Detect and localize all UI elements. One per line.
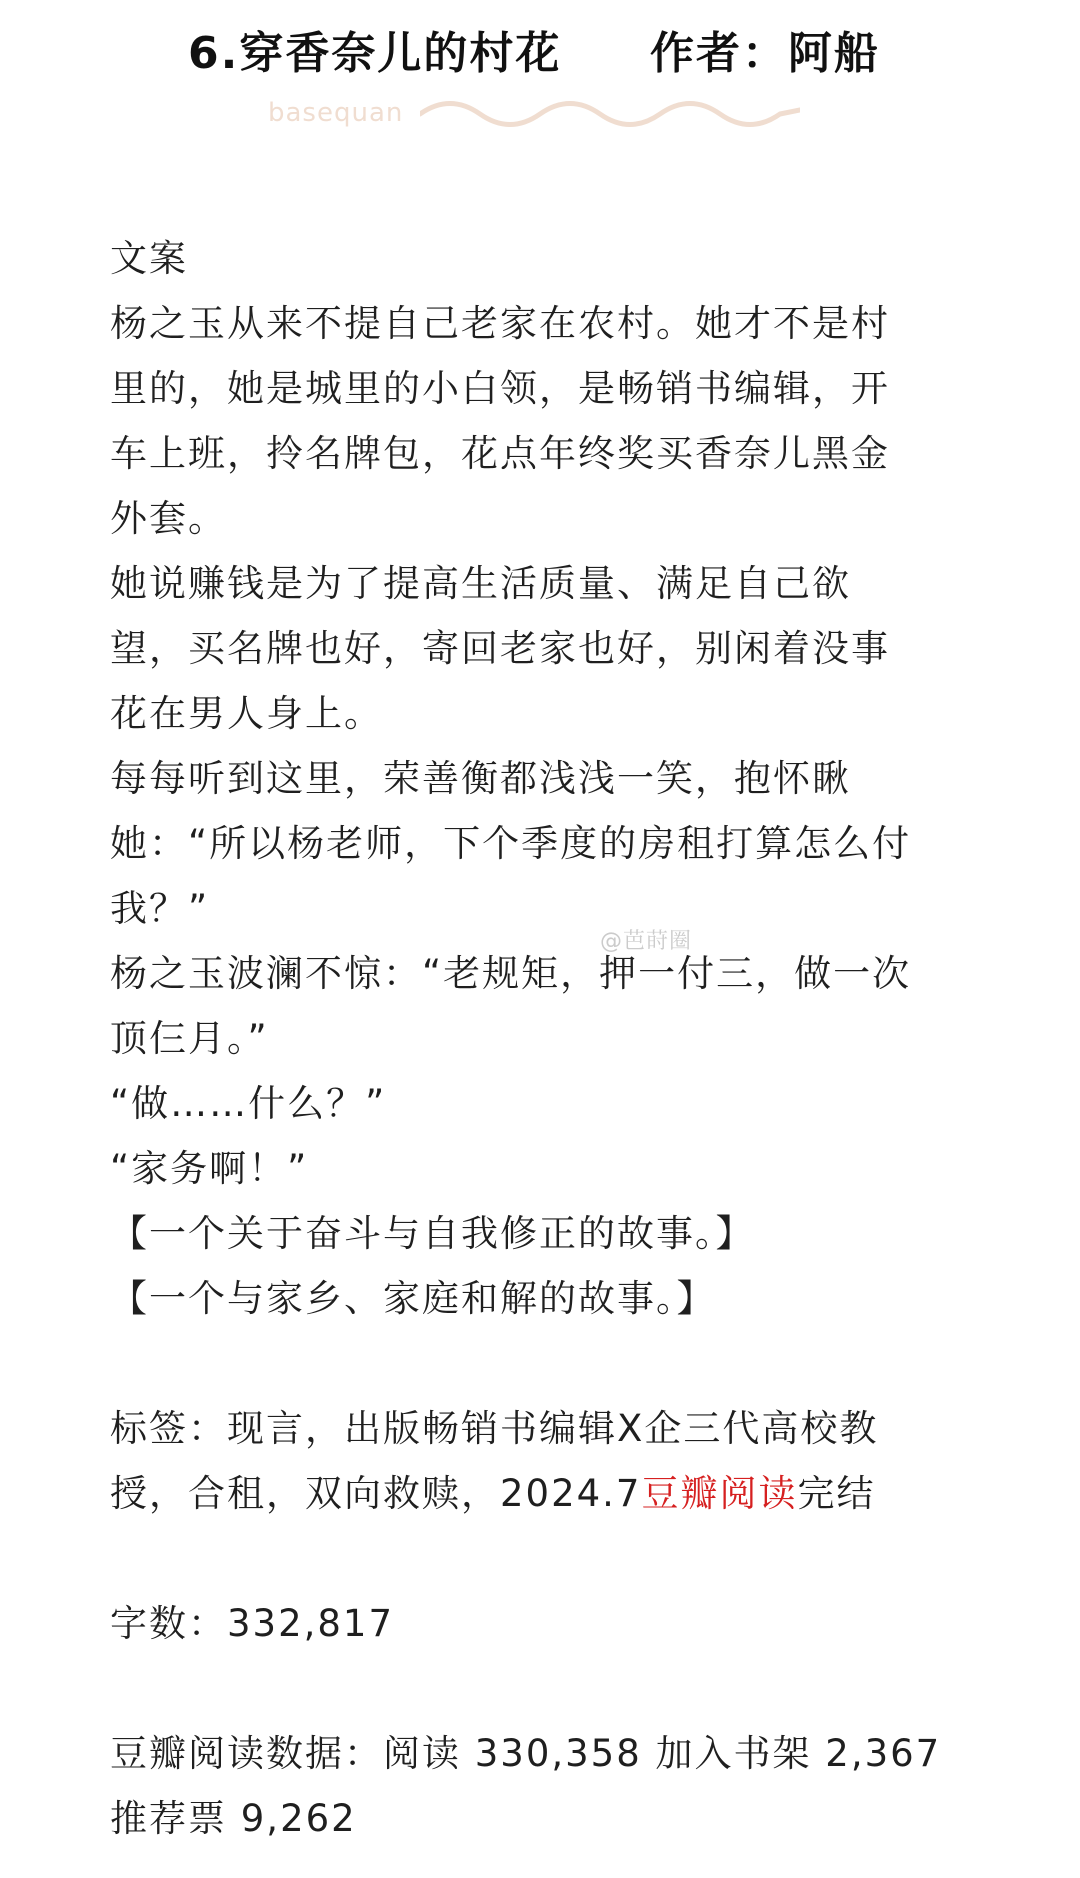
author-name: 作者：阿船: [650, 28, 880, 79]
synopsis-line: 【一个与家乡、家庭和解的故事。】: [110, 1277, 716, 1320]
synopsis-line: 花在男人身上。: [110, 692, 383, 735]
spacer: [110, 1526, 990, 1591]
synopsis-line: 杨之玉波澜不惊：“老规矩，押一付三，做一次: [110, 952, 912, 995]
synopsis-line: 【一个关于奋斗与自我修正的故事。】: [110, 1212, 755, 1255]
synopsis-line: 顶仨月。”: [110, 1017, 269, 1060]
tags-text: 完结: [797, 1472, 876, 1515]
synopsis-heading: 文案: [110, 237, 188, 280]
tags-line: [110, 1461, 990, 1526]
synopsis-line: “家务啊！”: [110, 1147, 309, 1190]
synopsis-line: 望，买名牌也好，寄回老家也好，别闲着没事: [110, 627, 890, 670]
spacer: [110, 1331, 990, 1396]
synopsis-line: 车上班，拎名牌包，花点年终奖买香奈儿黑金: [110, 432, 890, 475]
body-text: [110, 226, 990, 1851]
book-title: 6.穿香奈儿的村花: [188, 28, 562, 79]
synopsis-line: 里的，她是城里的小白领，是畅销书编辑，开: [110, 367, 890, 410]
synopsis-line: “做……什么？”: [110, 1082, 387, 1125]
header: [0, 14, 1080, 94]
synopsis-line: 每每听到这里，荣善衡都浅浅一笑，抱怀瞅: [110, 757, 851, 800]
platform-link: 豆瓣阅读: [641, 1472, 798, 1515]
stats-line: 豆瓣阅读数据：阅读 330,358 加入书架 2,367: [110, 1732, 942, 1775]
watermark: @芭莳圈: [600, 929, 693, 954]
synopsis-line: 杨之玉从来不提自己老家在农村。她才不是村: [110, 302, 890, 345]
wave-decoration-icon: [420, 100, 800, 128]
synopsis-line: 外套。: [110, 497, 227, 540]
synopsis-line: 我？”: [110, 887, 210, 930]
synopsis-line: 她：“所以杨老师，下个季度的房租打算怎么付: [110, 822, 912, 865]
brand-label: basequan: [268, 98, 404, 128]
tags-text: 授，合租，双向救赎，2024.7: [110, 1472, 642, 1515]
word-count: 字数：332,817: [110, 1602, 395, 1645]
synopsis-line: 她说赚钱是为了提高生活质量、满足自己欲: [110, 562, 851, 605]
stats-line: 推荐票 9,262: [110, 1797, 357, 1840]
spacer: [110, 1656, 990, 1721]
tags-line: 标签：现言，出版畅销书编辑X企三代高校教: [110, 1407, 879, 1450]
